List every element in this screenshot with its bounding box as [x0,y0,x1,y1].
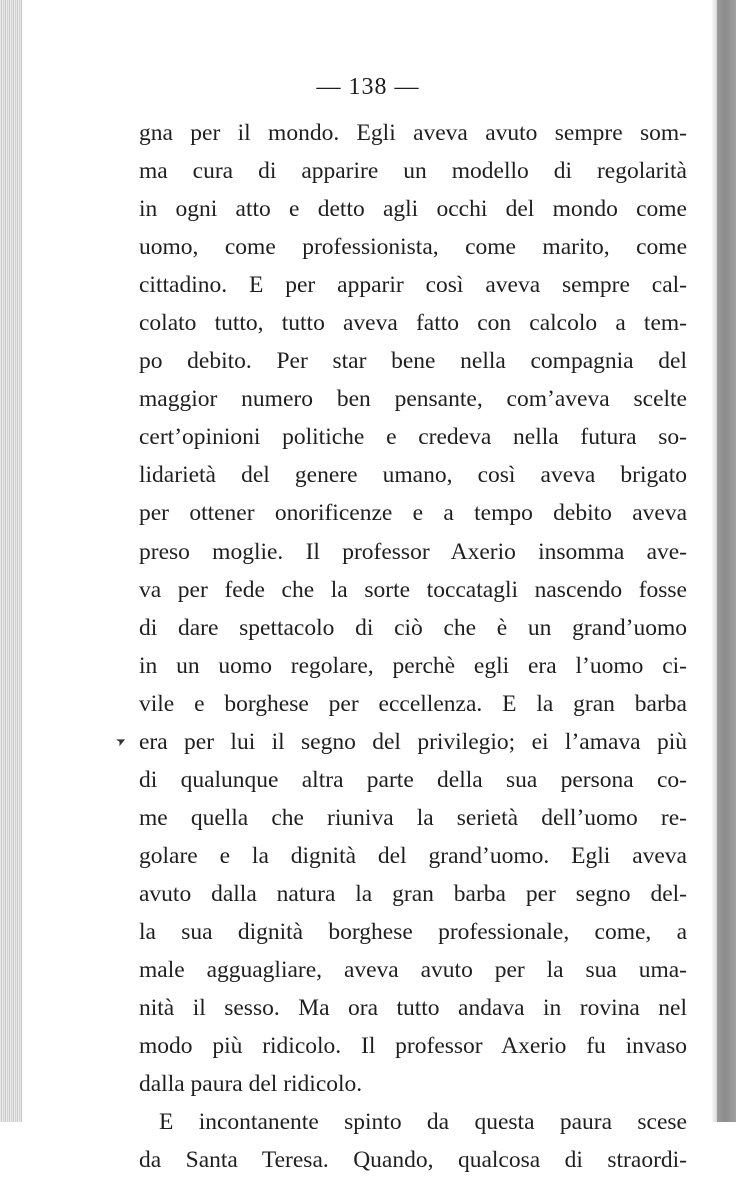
text-line: po debito. Per star bene nella compagnia del [139,348,687,375]
text-line: colato tutto, tutto aveva fatto con calcolo a tem- [139,310,687,337]
text-line: gna per il mondo. Egli aveva avuto sempre som- [139,120,687,146]
text-line: maggior numero ben pensante, com’aveva scelte [139,386,687,413]
text-line: cittadino. E per apparir così aveva sempre cal- [139,272,687,299]
text-line: me quella che riuniva la serietà dell’uomo re- [139,804,687,831]
text-line: va per fede che la sorte toccatagli nascendo fosse [139,576,687,603]
text-line: lidarietà del genere umano, così aveva brigato [139,462,687,489]
ink-mark-icon: ➤ [113,732,129,750]
text-line: E incontanente spinto da questa paura scese [159,1109,687,1136]
text-line: cert’opinioni politiche e credeva nella futura so- [139,424,687,451]
text-line: di dare spettacolo di ciò che è un grand’uomo [139,614,687,641]
text-line: di qualunque altra parte della sua persona co- [139,766,687,793]
body-text [139,114,687,1179]
page-number: — 138 — [316,74,420,100]
text-line: da Santa Teresa. Quando, qualcosa di straordi- [139,1147,687,1174]
text-line: golare e la dignità del grand’uomo. Egli aveva [139,842,687,869]
text-line: la sua dignità borghese professionale, come, a [139,918,687,945]
text-line: preso moglie. Il professor Axerio insomma ave- [139,538,687,565]
text-line: avuto dalla natura la gran barba per segno del- [139,880,687,907]
text-line: nità il sesso. Ma ora tutto andava in rovina nel [139,995,687,1022]
text-line: ma cura di apparire un modello di regolarità [139,158,687,185]
book-binding-gutter [0,0,22,1122]
text-line: modo più ridicolo. Il professor Axerio fu invaso [139,1033,687,1060]
text-line: uomo, come professionista, come marito, come [139,234,687,261]
text-line: era per lui il segno del privilegio; ei l’amava più [139,728,687,755]
text-line: male agguagliare, aveva avuto per la sua uma- [139,957,687,984]
page-edge-strip [717,0,736,1122]
text-line: vile e borghese per eccellenza. E la gran barba [139,690,687,717]
text-line: dalla paura del ridicolo. [139,1071,363,1098]
text-line: per ottener onorificenze e a tempo debito aveva [139,500,687,527]
text-line: in ogni atto e detto agli occhi del mondo come [139,196,687,223]
text-line: in un uomo regolare, perchè egli era l’uomo ci- [139,652,687,679]
